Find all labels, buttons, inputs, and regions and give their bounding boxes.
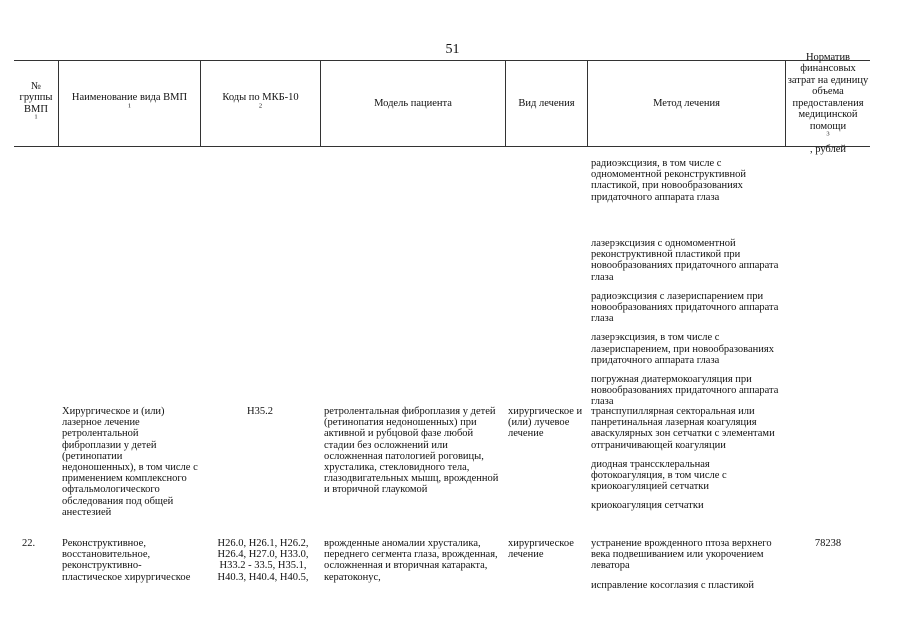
row22-treatment-type: хирургическое лечение (508, 538, 574, 561)
rop-patient-model: ретролентальная фиброплазия у детей (ретинопатия недоношенных) при активной и рубцовой фазе любой стадии без осложнений или осложненная патологией роговицы, хрусталика, стекловидного тела, глазодвигательных мышц, врожденной и вторичной глаукомой (324, 406, 499, 496)
rop-methods (591, 406, 783, 520)
row22-cost-norm: 78238 (814, 538, 842, 549)
row22-methods (591, 538, 783, 599)
header-group-number: № группы ВМП $^1$ (19, 80, 53, 121)
rop-treatment-type: хирургическое и (или) лучевое лечение (508, 406, 583, 440)
header-vmp-name: Наименование вида ВМП $^1$ (71, 92, 188, 109)
method-item: криокоагуляция сетчатки (591, 500, 704, 512)
method-item: погружная диатермокоагуляция при новообразованиях придаточного аппарата глаза (591, 374, 779, 408)
header-treatment-method: Метод лечения (653, 97, 720, 109)
header-icd-codes: Коды по МКБ-10 $^2$ (222, 92, 299, 109)
continued-methods (591, 238, 783, 416)
row22-vmp-name: Реконструктивное, восстановительное, реконструктивно-пластическое хирургическое (62, 538, 191, 583)
row22-icd-codes: H26.0, H26.1, H26.2, H26.4, H27.0, H33.0, H33.2 - 33.5, H35.1, H40.3, H40.4, H40.5, (217, 538, 309, 583)
group-number: 22. (22, 538, 36, 549)
method-item: диодная транссклеральная фотокоагуляция, в том числе с криокоагуляцией сетчатки (591, 458, 727, 493)
rop-icd-code: H35.2 (247, 406, 273, 417)
header-cost-norm: Норматив финансовых затрат на единицу объема предоставления медицинской помощи $^3$ , рублей (787, 51, 869, 155)
method-item: устранение врожденного птоза верхнего века подвешиванием или укорочением леватора (591, 538, 772, 572)
method-item: радиоэксцизия, в том числе с одномоментной реконструктивной пластикой, при новообразованиях придаточного аппарата глаза (591, 158, 746, 203)
method-item: исправление косоглазия с пластикой (591, 579, 755, 591)
header-bottom-rule (14, 146, 870, 147)
method-item: радиоэксцизия с лазериспарением при новообразованиях придаточного аппарата глаза (591, 290, 779, 325)
header-top-rule (14, 60, 870, 61)
header-treatment-type: Вид лечения (518, 97, 575, 109)
continued-methods (591, 158, 783, 211)
method-item: лазерэксцизия, в том числе с лазериспарением, при новообразованиях придаточного аппарата глаза (591, 332, 774, 366)
rop-vmp-name: Хирургическое и (или) лазерное лечение ретролентальной фиброплазии у детей (ретинопатии недоношенных), в том числе с применением комплексного офтальмологического обследования под общей анестезией (62, 406, 198, 518)
header-patient-model: Модель пациента (374, 97, 452, 109)
method-item: транспупиллярная секторальная или панретинальная лазерная коагуляция аваскулярных зон сетчатки с элементами отграничивающей коагуляции (591, 406, 775, 451)
page-number: 51 (445, 42, 460, 57)
row22-patient-model: врожденные аномалии хрусталика, переднего сегмента глаза, врожденная, осложненная и вторичная катаракта, кератоконус, (324, 538, 498, 583)
method-item: лазерэксцизия с одномоментной реконструктивной пластикой при новообразованиях придаточного аппарата глаза (591, 238, 779, 283)
